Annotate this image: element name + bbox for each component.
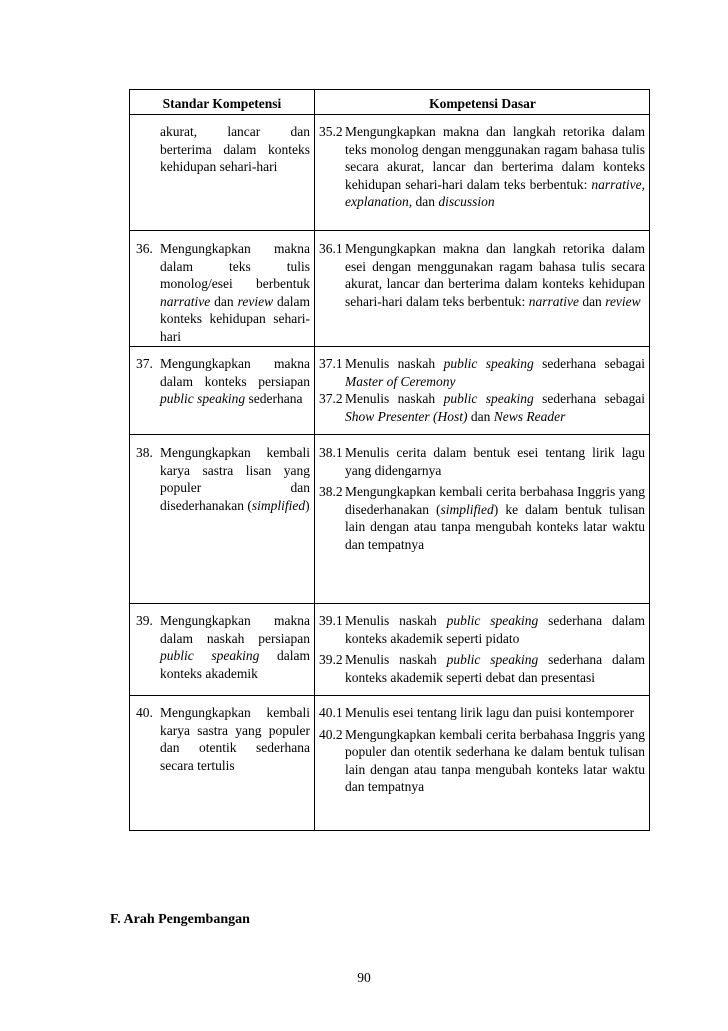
kd-number: 38.2 — [319, 484, 343, 499]
kd-text: Menulis esei tentang lirik lagu dan puisi kontemporer — [345, 705, 635, 720]
sk-text: Mengungkapkan kembali karya sastra lisan yang populer dan disederhanakan (simplified) — [160, 445, 310, 513]
kd-item — [319, 240, 645, 310]
sk-text: akurat, lancar dan berterima dalam konteks kehidupan sehari-hari — [160, 124, 310, 174]
kd-item — [319, 704, 645, 722]
row-separator — [130, 695, 649, 696]
standar-kompetensi-cell — [136, 612, 310, 682]
sk-number: 38. — [136, 445, 153, 460]
kd-number: 35.2 — [319, 124, 343, 139]
sk-number: 36. — [136, 241, 153, 256]
kd-number: 37.2 — [319, 391, 343, 406]
kd-text: Menulis naskah public speaking sederhana sebagai Show Presenter (Host) dan News Reader — [345, 391, 646, 424]
kd-item — [319, 651, 645, 686]
standar-kompetensi-cell — [136, 123, 310, 176]
competency-table — [129, 89, 650, 831]
kd-text: Mengungkapkan makna dan langkah retorika dalam esei dengan menggunakan ragam bahasa tulis secara akurat, lancar dan berterima dalam konteks kehidupan sehari-hari dalam teks berbentuk: narrative dan review — [345, 241, 645, 309]
row-separator — [130, 346, 649, 347]
kd-text: Menulis naskah public speaking sederhana dalam konteks akademik seperti debat dan presentasi — [345, 652, 646, 685]
standar-kompetensi-cell — [136, 240, 310, 345]
header-standar-kompetensi: Standar Kompetensi — [162, 96, 282, 111]
page-number: 90 — [357, 970, 371, 985]
kd-text: Menulis naskah public speaking sederhana dalam konteks akademik seperti pidato — [345, 613, 646, 646]
standar-kompetensi-cell — [136, 704, 310, 774]
kd-text: Mengungkapkan kembali cerita berbahasa Inggris yang populer dan otentik sederhana ke dalam bentuk tulisan lain dengan atau tanpa mengubah konteks latar waktu dan tempatnya — [345, 726, 645, 794]
kd-number: 37.1 — [319, 356, 343, 371]
row-separator — [130, 114, 649, 115]
kompetensi-dasar-cell — [319, 355, 645, 425]
kd-text: Menulis cerita dalam bentuk esei tentang lirik lagu yang didengarnya — [345, 445, 645, 478]
kd-text: Menulis naskah public speaking sederhana sebagai Master of Ceremony — [345, 356, 646, 389]
sk-text: Mengungkapkan makna dalam naskah persiapan public speaking dalam konteks akademik — [160, 613, 310, 681]
standar-kompetensi-cell — [136, 444, 310, 514]
sk-number: 37. — [136, 356, 153, 371]
kompetensi-dasar-cell — [319, 123, 645, 211]
kd-number: 39.1 — [319, 613, 343, 628]
kompetensi-dasar-cell — [319, 444, 645, 553]
sk-text: Mengungkapkan makna dalam konteks persiapan public speaking sederhana — [160, 356, 310, 406]
kompetensi-dasar-cell — [319, 704, 645, 796]
column-divider — [314, 90, 315, 830]
sk-number: 40. — [136, 705, 153, 720]
sk-number: 39. — [136, 613, 153, 628]
kd-item — [319, 444, 645, 479]
standar-kompetensi-cell — [136, 355, 310, 408]
kd-number: 40.2 — [319, 726, 343, 742]
kd-item — [319, 123, 645, 211]
kd-text: Mengungkapkan makna dan langkah retorika dalam teks monolog dengan menggunakan ragam bahasa tulis secara akurat, lancar dan berterima dalam konteks kehidupan sehari-hari dalam teks berbentuk: narrative, explanation, dan discussion — [345, 124, 645, 209]
kd-text: Mengungkapkan kembali cerita berbahasa Inggris yang disederhanakan (simplified) ke dalam bentuk tulisan lain dengan atau tanpa mengubah konteks latar waktu dan tempatnya — [345, 484, 645, 552]
sk-text: Mengungkapkan makna dalam teks tulis monolog/esei berbentuk narrative dan review dalam konteks kehidupan sehari-hari — [160, 241, 310, 344]
kompetensi-dasar-cell — [319, 612, 645, 686]
row-separator — [130, 434, 649, 435]
header-kompetensi-dasar: Kompetensi Dasar — [429, 96, 536, 111]
kd-item — [319, 483, 645, 553]
kd-number: 38.1 — [319, 445, 343, 460]
kd-item — [319, 726, 645, 796]
row-separator — [130, 230, 649, 231]
kd-number: 36.1 — [319, 241, 343, 256]
kompetensi-dasar-cell — [319, 240, 645, 310]
kd-number: 39.2 — [319, 652, 343, 667]
kd-item — [319, 612, 645, 647]
kd-item — [319, 355, 645, 390]
sk-text: Mengungkapkan kembali karya sastra yang populer dan otentik sederhana secara tertulis — [160, 705, 310, 773]
kd-number: 40.1 — [319, 705, 343, 720]
kd-item — [319, 390, 645, 425]
section-heading: F. Arah Pengembangan — [110, 912, 250, 927]
row-separator — [130, 603, 649, 604]
